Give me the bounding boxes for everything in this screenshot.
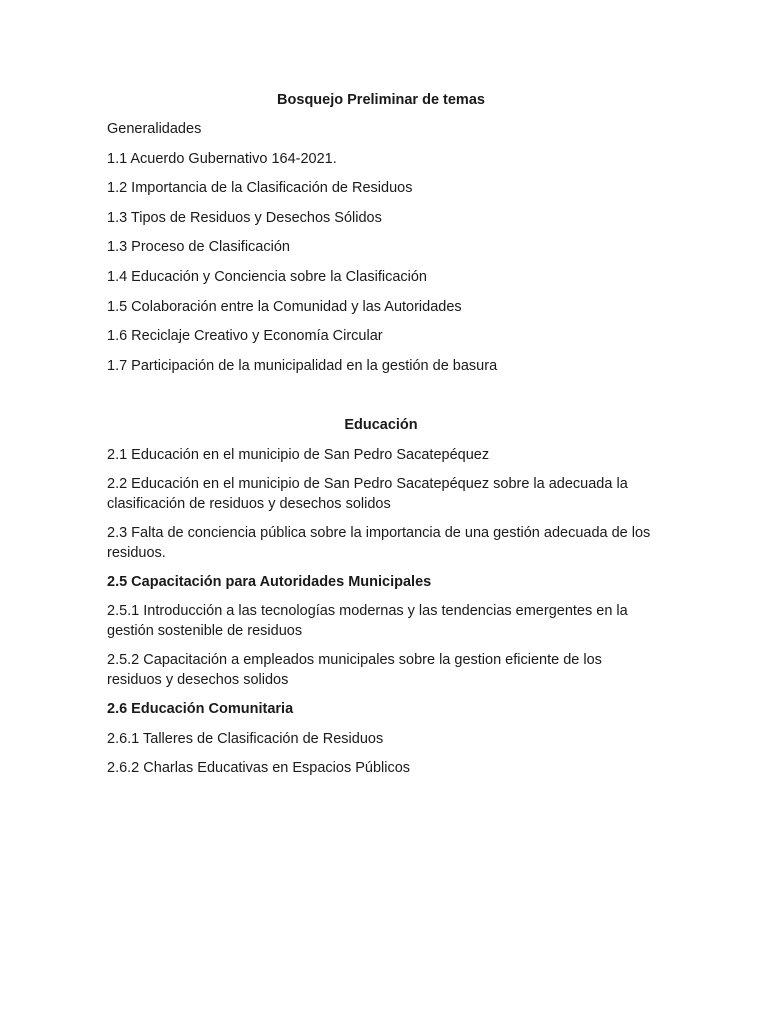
outline-item: 1.7 Participación de la municipalidad en la gestión de basura (107, 358, 498, 374)
outline-item: 2.3 Falta de conciencia pública sobre la importancia de una gestión adecuada de los residuos. (107, 525, 651, 561)
outline-item: 2.6.1 Talleres de Clasificación de Residuos (107, 731, 384, 747)
outline-item: 1.4 Educación y Conciencia sobre la Clasificación (107, 269, 427, 285)
outline-item: 2.5.2 Capacitación a empleados municipales sobre la gestion eficiente de los residuos y desechos solidos (107, 652, 602, 688)
subsection-heading: 2.6 Educación Comunitaria (107, 701, 294, 717)
outline-item: 2.6.2 Charlas Educativas en Espacios Públicos (107, 760, 411, 776)
document-title: Bosquejo Preliminar de temas (277, 92, 485, 108)
outline-item: 1.2 Importancia de la Clasificación de Residuos (107, 180, 413, 196)
outline-item: 1.3 Tipos de Residuos y Desechos Sólidos (107, 210, 382, 226)
section-heading-generalidades: Generalidades (107, 121, 202, 137)
outline-item: 1.3 Proceso de Clasificación (107, 239, 290, 255)
outline-item: 1.5 Colaboración entre la Comunidad y las Autoridades (107, 299, 462, 315)
section-heading-educacion: Educación (344, 417, 418, 433)
outline-item: 2.1 Educación en el municipio de San Pedro Sacatepéquez (107, 447, 490, 463)
subsection-heading: 2.5 Capacitación para Autoridades Municipales (107, 574, 432, 590)
outline-item: 2.5.1 Introducción a las tecnologías modernas y las tendencias emergentes en la gestión sostenible de residuos (107, 603, 628, 639)
outline-item: 1.1 Acuerdo Gubernativo 164-2021. (107, 151, 337, 167)
outline-item: 2.2 Educación en el municipio de San Pedro Sacatepéquez sobre la adecuada la clasificación de residuos y desechos solidos (107, 476, 628, 512)
outline-item: 1.6 Reciclaje Creativo y Economía Circular (107, 328, 383, 344)
